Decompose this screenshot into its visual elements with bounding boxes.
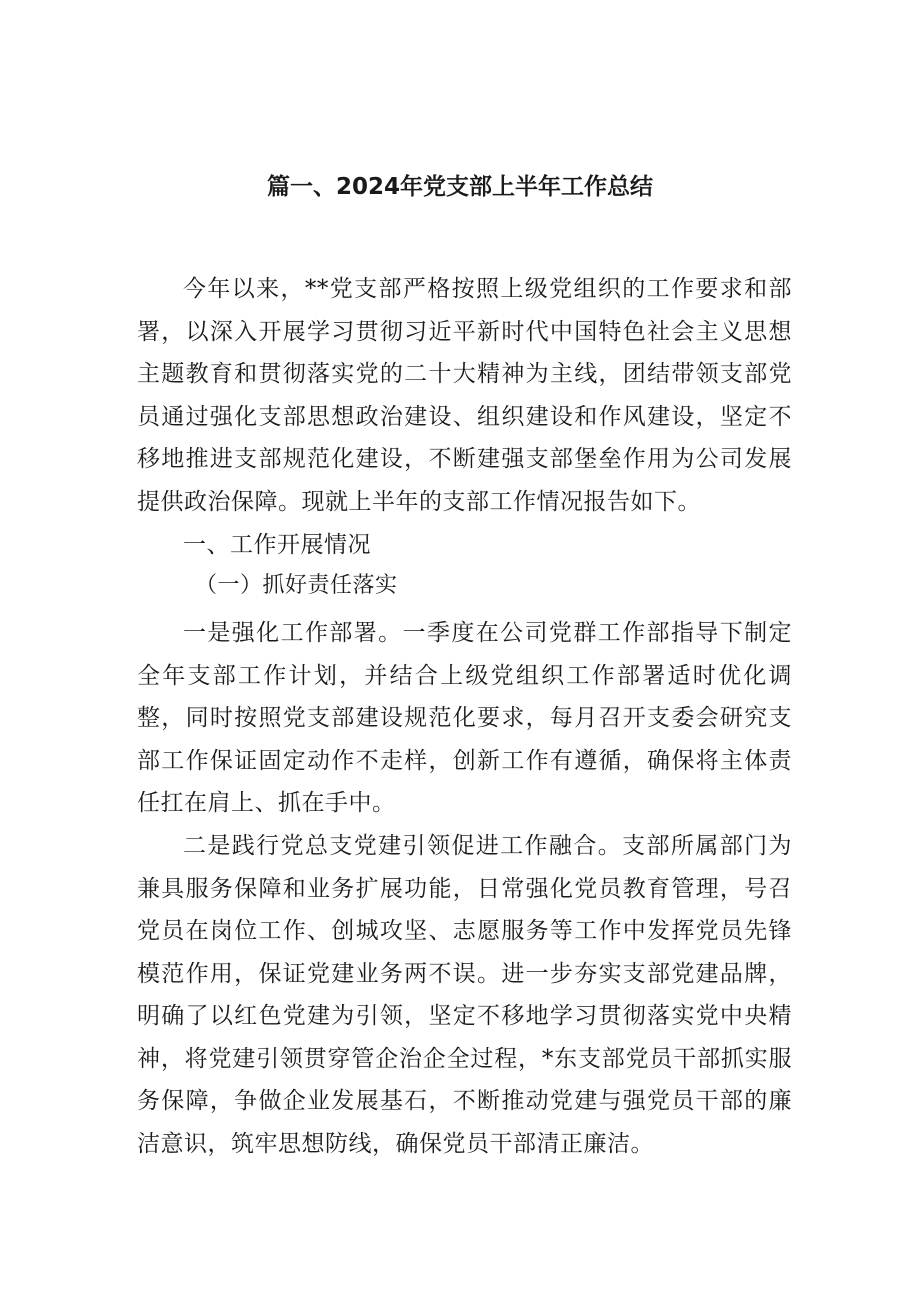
intro-paragraph [137, 268, 792, 523]
paragraph-one-text: 一是强化工作部署。一季度在公司党群工作部指导下制定全年支部工作计划，并结合上级党组织工作部署适时优化调整，同时按照党支部建设规范化要求，每月召开支委会研究支部工作保证固定动作不走样，创新工作有遵循，确保将主体责任扛在肩上、抓在手中。 [137, 620, 792, 816]
document-title: 篇一、2024年党支部上半年工作总结 [266, 174, 653, 200]
section-heading: 一、工作开展情况 [183, 532, 371, 558]
paragraph-one [137, 612, 792, 825]
paragraph-two [137, 825, 792, 1165]
subsection-heading: （一）抓好责任落实 [195, 573, 398, 598]
intro-text: 今年以来，**党支部严格按照上级党组织的工作要求和部署，以深入开展学习贯彻习近平新时代中国特色社会主义思想主题教育和贯彻落实党的二十大精神为主线，团结带领支部党员通过强化支部思想政治建设、组织建设和作风建设，坚定不移地推进支部规范化建设，不断建强支部堡垒作用为公司发展提供政治保障。现就上半年的支部工作情况报告如下。 [137, 276, 792, 515]
paragraph-two-text: 二是践行党总支党建引领促进工作融合。支部所属部门为兼具服务保障和业务扩展功能，日常强化党员教育管理，号召党员在岗位工作、创城攻坚、志愿服务等工作中发挥党员先锋模范作用，保证党建业务两不误。进一步夯实支部党建品牌，明确了以红色党建为引领，坚定不移地学习贯彻落实党中央精神，将党建引领贯穿管企治企全过程，*东支部党员干部抓实服务保障，争做企业发展基石，不断推动党建与强党员干部的廉洁意识，筑牢思想防线，确保党员干部清正廉洁。 [137, 833, 792, 1157]
